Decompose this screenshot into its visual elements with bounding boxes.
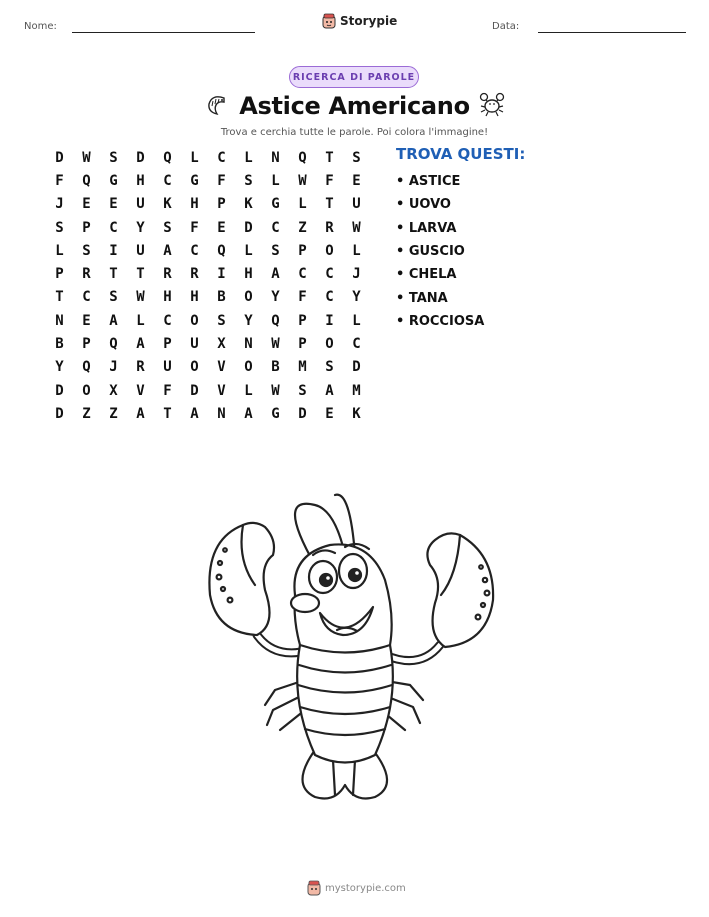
grid-letter[interactable]: U <box>190 336 199 353</box>
grid-letter[interactable]: P <box>55 266 64 283</box>
grid-letter[interactable]: V <box>217 359 226 376</box>
grid-letter[interactable]: S <box>109 289 118 306</box>
grid-letter[interactable]: U <box>163 359 172 376</box>
grid-row <box>46 146 370 169</box>
grid-letter[interactable]: L <box>55 242 64 259</box>
grid-letter[interactable]: W <box>271 336 280 353</box>
brand-logo <box>322 13 397 29</box>
grid-letter[interactable]: S <box>163 219 172 236</box>
grid-letter[interactable]: P <box>82 336 91 353</box>
page-title: Astice Americano <box>239 92 470 120</box>
grid-letter[interactable]: D <box>55 149 64 166</box>
grid-letter[interactable]: N <box>271 149 280 166</box>
grid-letter[interactable]: L <box>244 242 253 259</box>
grid-letter[interactable]: Q <box>163 149 172 166</box>
grid-letter[interactable]: I <box>325 312 334 329</box>
grid-letter[interactable]: O <box>325 242 334 259</box>
grid-letter[interactable]: Y <box>244 312 253 329</box>
grid-letter[interactable]: I <box>217 266 226 283</box>
grid-letter[interactable]: E <box>217 219 226 236</box>
grid-letter[interactable]: Y <box>352 289 361 306</box>
grid-letter[interactable]: V <box>217 382 226 399</box>
grid-letter[interactable]: F <box>55 172 64 189</box>
grid-letter[interactable]: W <box>136 289 145 306</box>
date-label: Data: <box>492 21 520 32</box>
name-label: Nome: <box>24 21 57 32</box>
grid-letter[interactable]: D <box>190 382 199 399</box>
grid-letter[interactable]: K <box>163 196 172 213</box>
grid-letter[interactable]: D <box>352 359 361 376</box>
grid-row <box>46 286 370 309</box>
grid-letter[interactable]: R <box>82 266 91 283</box>
grid-letter[interactable]: S <box>298 382 307 399</box>
grid-letter[interactable]: A <box>190 405 199 422</box>
grid-letter[interactable]: Y <box>136 219 145 236</box>
grid-letter[interactable]: S <box>244 172 253 189</box>
footer-url[interactable]: mystorypie.com <box>325 882 406 894</box>
grid-letter[interactable]: T <box>136 266 145 283</box>
grid-letter[interactable]: P <box>298 242 307 259</box>
grid-letter[interactable]: R <box>190 266 199 283</box>
grid-letter[interactable]: B <box>271 359 280 376</box>
grid-letter[interactable]: R <box>136 359 145 376</box>
grid-letter[interactable]: O <box>244 289 253 306</box>
grid-letter[interactable]: P <box>298 312 307 329</box>
storypie-mascot-icon <box>307 880 321 896</box>
grid-letter[interactable]: Y <box>271 289 280 306</box>
grid-letter[interactable]: T <box>163 405 172 422</box>
grid-letter[interactable]: S <box>325 359 334 376</box>
footer-brand <box>307 880 406 896</box>
word-list-item: • GUSCIO <box>396 244 465 260</box>
word-list-item: • CHELA <box>396 267 457 283</box>
grid-letter[interactable]: C <box>190 242 199 259</box>
grid-letter[interactable]: D <box>136 149 145 166</box>
grid-letter[interactable]: K <box>244 196 253 213</box>
grid-letter[interactable]: L <box>136 312 145 329</box>
grid-letter[interactable]: D <box>244 219 253 236</box>
grid-letter[interactable]: L <box>298 196 307 213</box>
grid-letter[interactable]: C <box>325 289 334 306</box>
word-list-title: TROVA QUESTI: <box>396 145 526 163</box>
grid-letter[interactable]: Q <box>82 172 91 189</box>
grid-row <box>46 193 370 216</box>
grid-letter[interactable]: T <box>325 196 334 213</box>
grid-letter[interactable]: O <box>325 336 334 353</box>
grid-letter[interactable]: H <box>190 196 199 213</box>
grid-letter[interactable]: P <box>163 336 172 353</box>
grid-letter[interactable]: X <box>109 382 118 399</box>
grid-letter[interactable]: A <box>109 312 118 329</box>
grid-letter[interactable]: D <box>55 382 64 399</box>
word-list-item: • UOVO <box>396 197 451 213</box>
worksheet-type-badge: RICERCA DI PAROLE <box>289 66 419 88</box>
grid-letter[interactable]: O <box>190 359 199 376</box>
grid-letter[interactable]: F <box>217 172 226 189</box>
grid-row <box>46 239 370 262</box>
grid-letter[interactable]: L <box>352 312 361 329</box>
grid-letter[interactable]: C <box>352 336 361 353</box>
grid-letter[interactable]: E <box>82 312 91 329</box>
grid-letter[interactable]: N <box>244 336 253 353</box>
grid-row <box>46 262 370 285</box>
grid-letter[interactable]: A <box>244 405 253 422</box>
grid-letter[interactable]: E <box>352 172 361 189</box>
grid-letter[interactable]: V <box>136 382 145 399</box>
grid-letter[interactable]: P <box>82 219 91 236</box>
grid-row <box>46 356 370 379</box>
grid-letter[interactable]: L <box>244 149 253 166</box>
grid-letter[interactable]: U <box>352 196 361 213</box>
grid-letter[interactable]: M <box>352 382 361 399</box>
grid-letter[interactable]: L <box>352 242 361 259</box>
grid-letter[interactable]: A <box>325 382 334 399</box>
grid-letter[interactable]: B <box>55 336 64 353</box>
grid-letter[interactable]: F <box>325 172 334 189</box>
grid-letter[interactable]: H <box>244 266 253 283</box>
crab-icon <box>479 91 505 119</box>
grid-letter[interactable]: D <box>298 405 307 422</box>
grid-letter[interactable]: G <box>109 172 118 189</box>
grid-letter[interactable]: A <box>271 266 280 283</box>
grid-letter[interactable]: S <box>82 242 91 259</box>
storypie-mascot-icon <box>322 13 336 29</box>
grid-letter[interactable]: N <box>55 312 64 329</box>
grid-letter[interactable]: J <box>55 196 64 213</box>
grid-row <box>46 309 370 332</box>
grid-letter[interactable]: O <box>244 359 253 376</box>
grid-letter[interactable]: H <box>163 289 172 306</box>
grid-letter[interactable]: F <box>163 382 172 399</box>
grid-letter[interactable]: A <box>136 336 145 353</box>
grid-letter[interactable]: Z <box>109 405 118 422</box>
grid-letter[interactable]: F <box>298 289 307 306</box>
grid-letter[interactable]: N <box>217 405 226 422</box>
grid-letter[interactable]: X <box>217 336 226 353</box>
name-input-line[interactable] <box>72 32 255 33</box>
grid-letter[interactable]: J <box>352 266 361 283</box>
grid-letter[interactable]: K <box>352 405 361 422</box>
word-list-item: • LARVA <box>396 220 457 236</box>
instructions: Trova e cerchia tutte le parole. Poi colora l'immagine! <box>220 127 489 138</box>
grid-letter[interactable]: E <box>109 196 118 213</box>
word-list-item: • ROCCIOSA <box>396 313 485 329</box>
grid-letter[interactable]: A <box>163 242 172 259</box>
grid-row <box>46 402 370 425</box>
date-input-line[interactable] <box>538 32 686 33</box>
grid-letter[interactable]: R <box>163 266 172 283</box>
grid-letter[interactable]: T <box>109 266 118 283</box>
grid-letter[interactable]: Q <box>271 312 280 329</box>
grid-letter[interactable]: D <box>55 405 64 422</box>
grid-letter[interactable]: S <box>55 219 64 236</box>
grid-row <box>46 332 370 355</box>
grid-letter[interactable]: Q <box>217 242 226 259</box>
grid-letter[interactable]: C <box>325 266 334 283</box>
word-list-item: • ASTICE <box>396 174 461 190</box>
grid-letter[interactable]: W <box>298 172 307 189</box>
grid-letter[interactable]: M <box>298 359 307 376</box>
grid-letter[interactable]: C <box>163 172 172 189</box>
grid-letter[interactable]: C <box>109 219 118 236</box>
grid-letter[interactable]: E <box>325 405 334 422</box>
grid-letter[interactable]: S <box>352 149 361 166</box>
word-search-grid <box>46 146 370 426</box>
grid-letter[interactable]: W <box>82 149 91 166</box>
grid-letter[interactable]: F <box>190 219 199 236</box>
grid-letter[interactable]: H <box>190 289 199 306</box>
grid-row <box>46 216 370 239</box>
grid-letter[interactable]: J <box>109 359 118 376</box>
grid-letter[interactable]: S <box>109 149 118 166</box>
grid-row <box>46 169 370 192</box>
grid-letter[interactable]: C <box>217 149 226 166</box>
grid-letter[interactable]: S <box>217 312 226 329</box>
grid-letter[interactable]: G <box>271 196 280 213</box>
grid-letter[interactable]: Z <box>298 219 307 236</box>
grid-letter[interactable]: B <box>217 289 226 306</box>
grid-letter[interactable]: C <box>271 219 280 236</box>
grid-letter[interactable]: L <box>271 172 280 189</box>
word-list <box>396 170 484 333</box>
grid-letter[interactable]: Z <box>82 405 91 422</box>
grid-letter[interactable]: T <box>55 289 64 306</box>
grid-letter[interactable]: R <box>325 219 334 236</box>
grid-letter[interactable]: E <box>82 196 91 213</box>
grid-letter[interactable]: Q <box>298 149 307 166</box>
grid-letter[interactable]: C <box>298 266 307 283</box>
grid-letter[interactable]: S <box>271 242 280 259</box>
grid-letter[interactable]: G <box>271 405 280 422</box>
grid-letter[interactable]: L <box>244 382 253 399</box>
grid-letter[interactable]: U <box>136 242 145 259</box>
grid-row <box>46 379 370 402</box>
grid-letter[interactable]: Y <box>55 359 64 376</box>
grid-letter[interactable]: G <box>190 172 199 189</box>
grid-letter[interactable]: C <box>163 312 172 329</box>
grid-letter[interactable]: P <box>298 336 307 353</box>
grid-letter[interactable]: C <box>82 289 91 306</box>
grid-letter[interactable]: H <box>136 172 145 189</box>
lobster-illustration <box>195 485 515 825</box>
brand-name: Storypie <box>340 14 398 28</box>
grid-letter[interactable]: T <box>325 149 334 166</box>
grid-letter[interactable]: I <box>109 242 118 259</box>
grid-letter[interactable]: U <box>136 196 145 213</box>
grid-letter[interactable]: Q <box>109 336 118 353</box>
grid-letter[interactable]: A <box>136 405 145 422</box>
grid-letter[interactable]: O <box>82 382 91 399</box>
grid-letter[interactable]: P <box>217 196 226 213</box>
grid-letter[interactable]: O <box>190 312 199 329</box>
grid-letter[interactable]: L <box>190 149 199 166</box>
grid-letter[interactable]: W <box>352 219 361 236</box>
grid-letter[interactable]: Q <box>82 359 91 376</box>
grid-letter[interactable]: W <box>271 382 280 399</box>
word-list-item: • TANA <box>396 290 448 306</box>
